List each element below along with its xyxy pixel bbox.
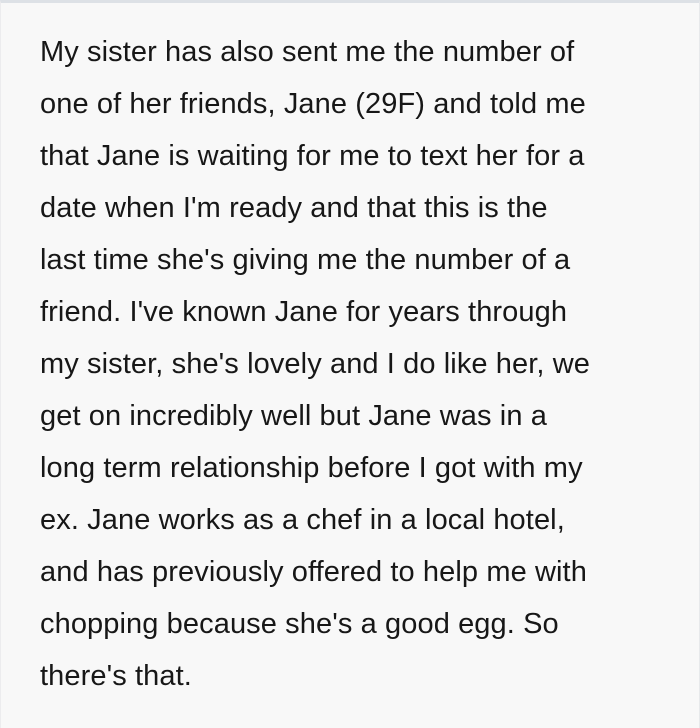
text-line: My sister has also sent me the number of <box>40 36 575 68</box>
text-line: friend. I've known Jane for years through <box>40 296 568 328</box>
text-line: one of her friends, Jane (29F) and told me <box>40 88 586 120</box>
text-line: ex. Jane works as a chef in a local hotel, <box>40 504 565 536</box>
text-line: there's that. <box>40 660 192 692</box>
text-line: long term relationship before I got with my <box>40 452 583 484</box>
text-line: and has previously offered to help me with <box>40 556 587 588</box>
text-line: get on incredibly well but Jane was in a <box>40 400 547 432</box>
text-line: that Jane is waiting for me to text her for a <box>40 140 585 172</box>
text-line: date when I'm ready and that this is the <box>40 192 548 224</box>
text-line: my sister, she's lovely and I do like her, we <box>40 348 591 380</box>
text-line: chopping because she's a good egg. So <box>40 608 559 640</box>
text-line: last time she's giving me the number of a <box>40 244 571 276</box>
post-paragraph <box>40 26 665 702</box>
